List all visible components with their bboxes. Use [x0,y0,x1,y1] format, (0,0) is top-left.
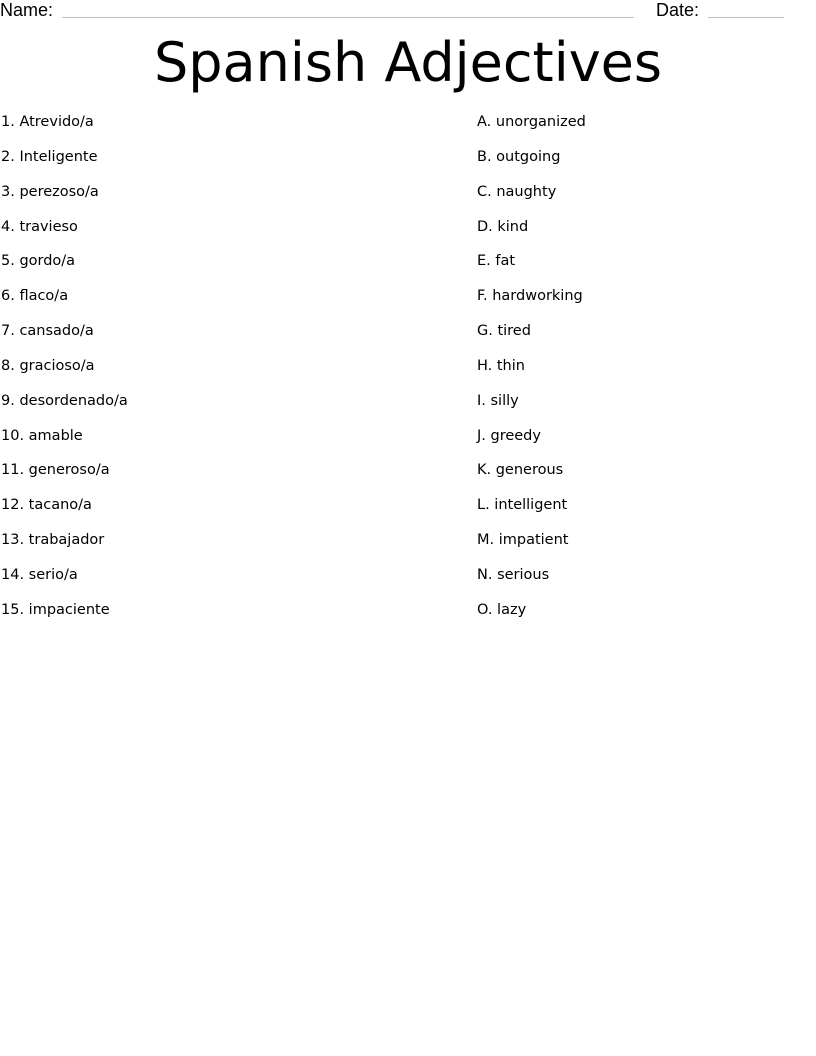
spanish-term: 5. gordo/a [1,253,76,270]
spanish-term: 12. tacano/a [1,497,92,514]
date-blank-line [708,17,784,18]
spanish-terms-list [1,112,128,635]
spanish-term: 10. amable [1,427,83,444]
spanish-term: 8. gracioso/a [1,357,95,374]
spanish-term: 14. serio/a [1,566,78,583]
english-definitions-list [477,112,586,635]
spanish-term: 1. Atrevido/a [1,114,94,130]
english-definition: O. lazy [477,601,527,618]
english-definition: D. kind [477,218,529,235]
spanish-term: 2. Inteligente [1,148,98,165]
english-definition: A. unorganized [477,114,586,130]
english-definition: F. hardworking [477,288,583,305]
spanish-term: 13. trabajador [1,532,105,549]
name-blank-line [62,17,634,18]
spanish-term: 11. generoso/a [1,462,110,479]
spanish-term: 9. desordenado/a [1,392,128,409]
spanish-term: 4. travieso [1,218,78,235]
english-definition: B. outgoing [477,148,561,165]
english-definition: M. impatient [477,532,569,549]
english-definition: G. tired [477,323,531,340]
spanish-term: 3. perezoso/a [1,183,99,200]
english-definition: C. naughty [477,183,557,200]
english-definition: J. greedy [477,427,541,444]
english-definition: K. generous [477,462,564,479]
worksheet-header [0,0,816,24]
date-label: Date: [656,0,700,20]
name-label: Name: [0,0,54,20]
english-definition: N. serious [477,566,550,583]
spanish-term: 7. cansado/a [1,323,94,340]
english-definition: L. intelligent [477,497,568,514]
worksheet-title: Spanish Adjectives [153,31,663,94]
english-definition: E. fat [477,253,516,270]
spanish-term: 6. flaco/a [1,288,69,305]
spanish-term: 15. impaciente [1,601,110,618]
english-definition: I. silly [477,392,519,409]
english-definition: H. thin [477,357,525,374]
